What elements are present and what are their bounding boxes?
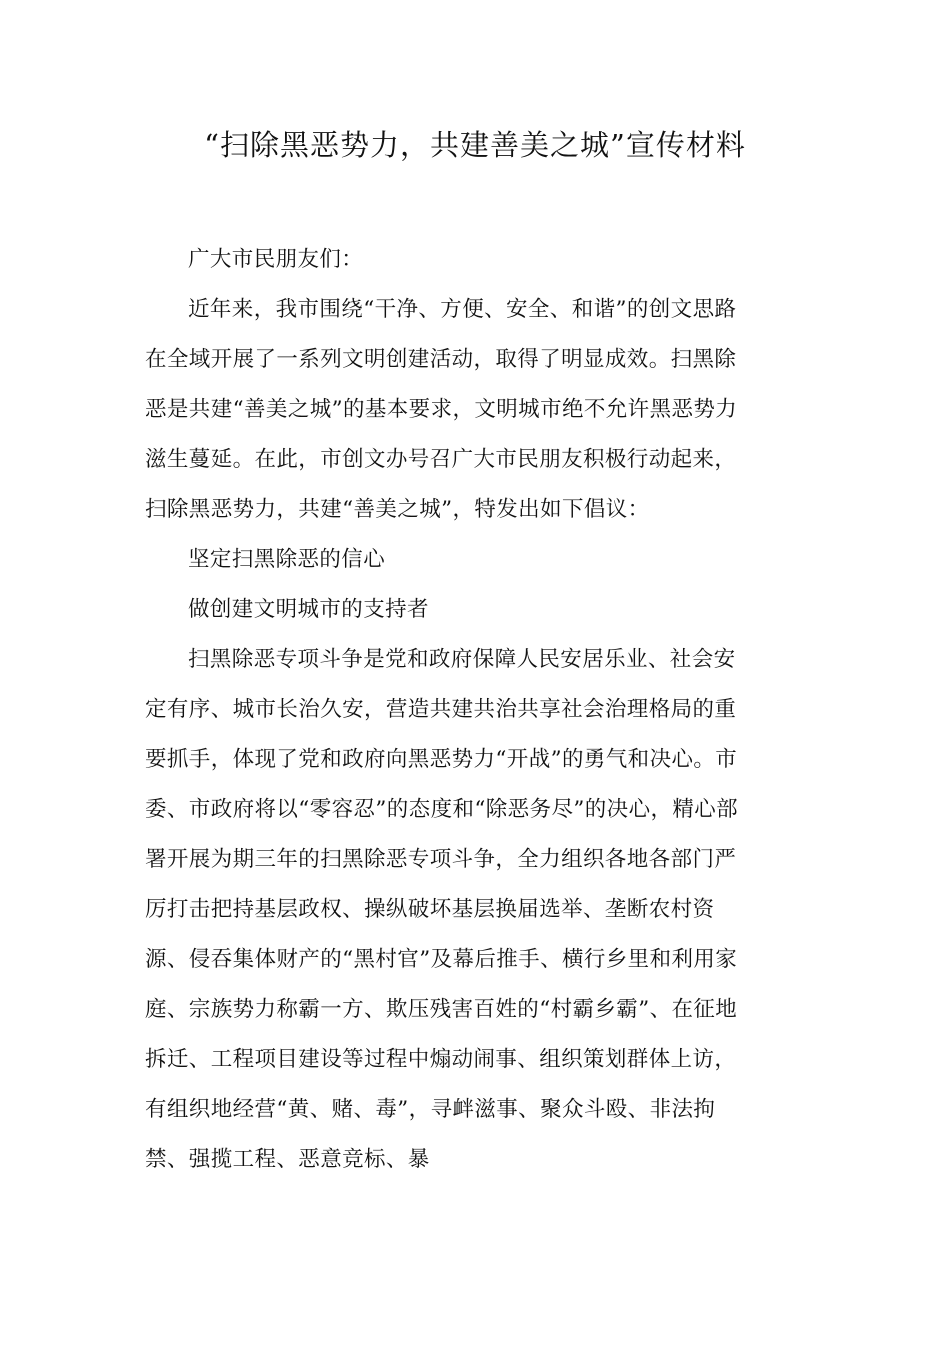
heading-confidence: 坚定扫黑除恶的信心 — [188, 547, 386, 572]
heading-supporter: 做创建文明城市的支持者 — [188, 597, 429, 622]
salutation: 广大市民朋友们： — [188, 247, 364, 272]
paragraph-campaign: 扫黑除恶专项斗争是党和政府保障人民安居乐业、社会安定有序、城市长治久安，营造共建共治共享社会治理格局的重要抓手，体现了党和政府向黑恶势力“开战”的勇气和决心。市委、市政府将以“零容忍”的态度和“除恶务尽”的决心，精心部署开展为期三年的扫黑除恶专项斗争，全力组织各地各部门严厉打击把持基层政权、操纵破坏基层换届选举、垄断农村资源、侵吞集体财产的“黑村官”及幕后推手、横行乡里和利用家庭、宗族势力称霸一方、欺压残害百姓的“村霸乡霸”、在征地拆迁、工程项目建设等过程中煽动闹事、组织策划群体上访，有组织地经营“黄、赌、毒”，寻衅滋事、聚众斗殴、非法拘禁、强揽工程、恶意竞标、暴 — [145, 647, 739, 1172]
document-title: “扫除黑恶势力，共建善美之城”宣传材料 — [204, 128, 746, 162]
document-body — [145, 235, 755, 1185]
paragraph-intro: 近年来，我市围绕“干净、方便、安全、和谐”的创文思路在全域开展了一系列文明创建活动，取得了明显成效。扫黑除恶是共建“善美之城”的基本要求，文明城市绝不允许黑恶势力滋生蔓延。在此，市创文办号召广大市民朋友积极行动起来，扫除黑恶势力，共建“善美之城”，特发出如下倡议： — [145, 297, 738, 522]
